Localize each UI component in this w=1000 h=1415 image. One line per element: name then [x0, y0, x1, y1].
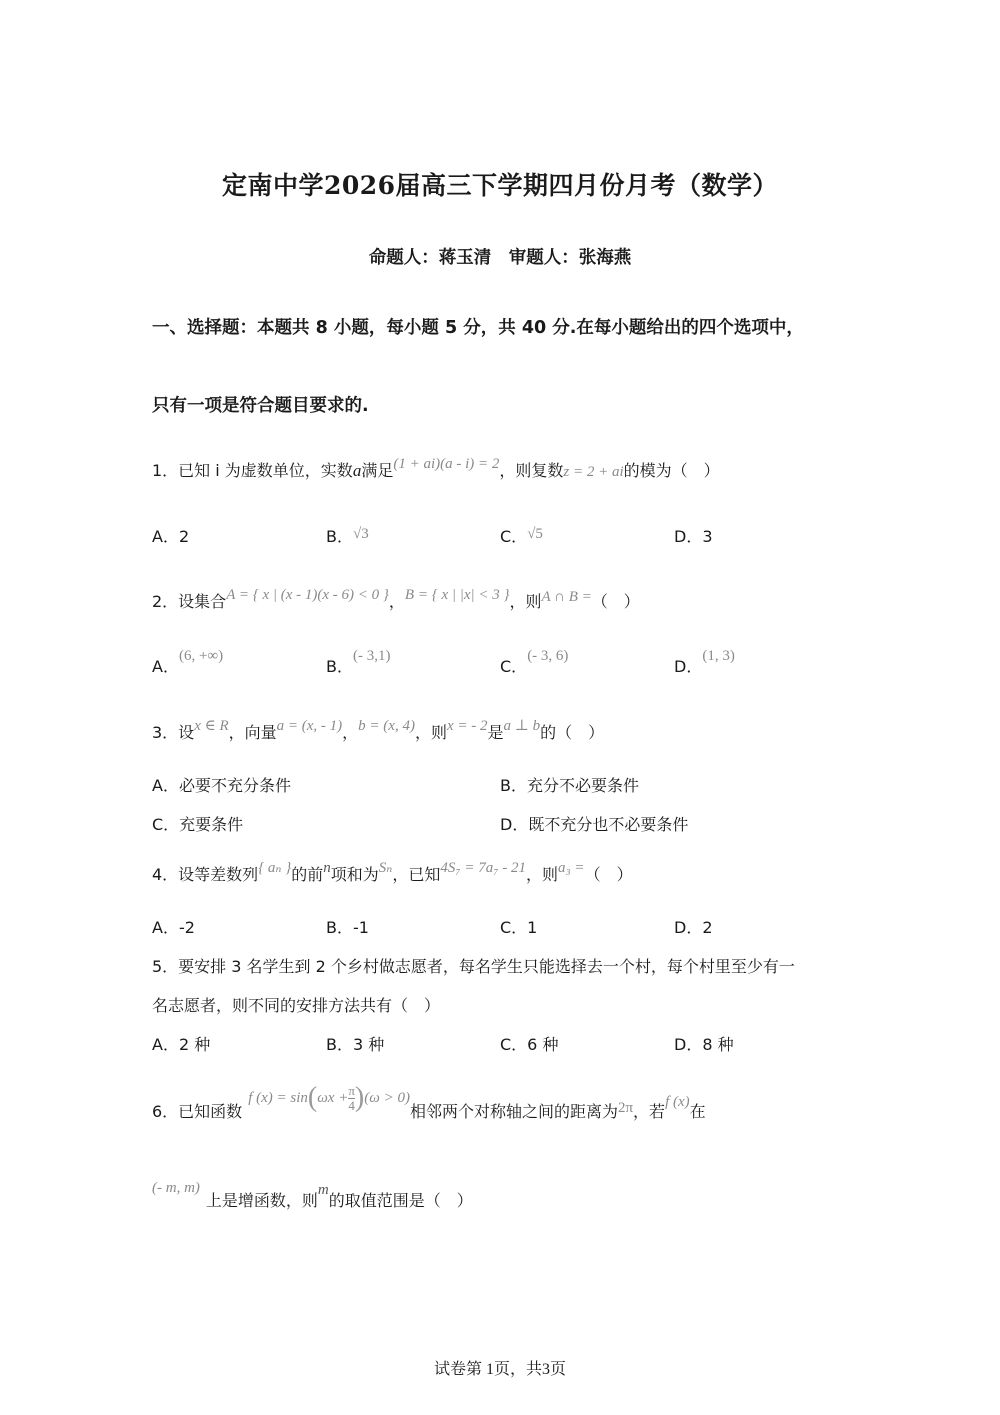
- q1-text-b: 满足: [361, 461, 394, 480]
- q1-option-b-label: B．: [326, 527, 353, 546]
- q6-text-e: 上是增函数，则: [205, 1191, 318, 1210]
- q5-option-d: D．8 种: [674, 1035, 734, 1054]
- q2-text-b: ，: [388, 592, 405, 611]
- q6-text-b: 相邻两个对称轴之间的距离为: [409, 1101, 618, 1121]
- q4-option-a: A．-2: [152, 918, 195, 937]
- q1-equation-2: z = 2 + ai: [563, 464, 624, 480]
- q3-equation-2: a = (x, - 1): [276, 718, 343, 734]
- q4-text-c: 项和为: [330, 865, 379, 884]
- q2-equation-3: A ∩ B =: [541, 589, 592, 605]
- q6-eq-omega: ωx +: [317, 1089, 349, 1106]
- q3-text-f: 的（ ）: [540, 723, 605, 742]
- section-heading-line2: 只有一项是符合题目要求的.: [152, 396, 369, 416]
- q6-equation-3: f (x): [665, 1093, 690, 1110]
- q2-text-d: （ ）: [591, 592, 640, 611]
- q5-option-b: B．3 种: [326, 1035, 385, 1054]
- q4-option-c: C．1: [500, 918, 538, 937]
- q4-text-e: ，则: [525, 865, 558, 884]
- q2-option-b: [326, 648, 391, 677]
- q2-option-c: [500, 648, 569, 677]
- q6-text-f: 的取值范围是（ ）: [328, 1191, 473, 1210]
- page-footer: 试卷第 1页，共3页: [433, 1361, 566, 1378]
- q2-option-b-label: B．: [326, 657, 353, 676]
- q3-text-b: ，向量: [228, 723, 277, 742]
- q6-fraction-num: π: [348, 1082, 355, 1098]
- q4-text-b: 的前: [291, 865, 324, 884]
- q4-equation-5: a₃ =: [557, 860, 585, 876]
- q2-option-d: [674, 648, 735, 677]
- q3-equation-1: x ∈ R: [194, 718, 229, 734]
- q1-option-b: [326, 524, 369, 547]
- q3-equation-5: a ⊥ b: [503, 718, 541, 734]
- question-3: [152, 720, 604, 743]
- q6-equation-4: (- m, m): [152, 1180, 200, 1196]
- q5-option-a: A．2 种: [152, 1035, 211, 1054]
- q6-left-paren: (: [307, 1082, 318, 1113]
- q2-option-b-math: (- 3,1): [352, 648, 391, 664]
- q6-eq-lhs: f (x) = sin: [248, 1089, 308, 1106]
- q6-eq-cond: (ω > 0): [364, 1089, 410, 1106]
- q6-text-c: ，若: [633, 1101, 666, 1121]
- q2-equation-2: B = { x | |x| < 3 }: [404, 587, 510, 603]
- q3-option-d: D．既不充分也不必要条件: [500, 815, 689, 834]
- q4-option-d: D．2: [674, 918, 713, 937]
- q3-option-a: A．必要不充分条件: [152, 776, 291, 795]
- q4-equation-2: n: [323, 860, 331, 876]
- q4-text-a: 4．设等差数列: [152, 865, 259, 884]
- q1-option-a: [152, 524, 189, 547]
- q1-option-b-math: √3: [352, 526, 369, 542]
- section-heading-line1: 一、选择题：本题共 8 小题，每小题 5 分，共 40 分.在每小题给出的四个选项中，: [152, 318, 804, 338]
- q6-equation-5: m: [317, 1182, 329, 1198]
- q3-equation-4: x = - 2: [446, 718, 488, 734]
- q1-text-c: ，则复数: [499, 461, 564, 480]
- q6-equation-2: 2π: [617, 1099, 634, 1116]
- q1-option-c-label: C．: [500, 527, 528, 546]
- q1-option-a-label: A．2: [152, 527, 190, 546]
- q6-right-paren: ): [354, 1082, 365, 1113]
- q1-option-d-label: D．3: [674, 527, 713, 546]
- q1-text-d: 的模为（ ）: [623, 461, 720, 480]
- q1-var: a: [352, 461, 362, 480]
- q2-equation-1: A = { x | (x - 1)(x - 6) < 0 }: [226, 587, 389, 603]
- question-5-line2: 名志愿者，则不同的安排方法共有（ ）: [152, 996, 441, 1015]
- q2-option-a-label: A．: [152, 657, 179, 676]
- q2-option-a-math: (6, +∞): [178, 648, 224, 664]
- q3-equation-3: b = (x, 4): [358, 718, 415, 734]
- q3-text-c: ，: [342, 723, 359, 742]
- q4-text-d: ，已知: [392, 865, 441, 884]
- q2-option-c-math: (- 3, 6): [527, 648, 569, 664]
- q6-function-expression: [248, 1082, 410, 1114]
- exam-title: 定南中学2026届高三下学期四月份月考（数学）: [221, 171, 779, 200]
- q1-option-c: [500, 524, 543, 547]
- q1-option-d: [674, 524, 713, 547]
- q2-text-a: 2．设集合: [152, 592, 227, 611]
- q6-text-a: 6．已知函数: [152, 1101, 243, 1121]
- question-5-line1: 5．要安排 3 名学生到 2 个乡村做志愿者，每名学生只能选择去一个村，每个村里至少有一: [152, 957, 795, 976]
- q4-text-f: （ ）: [584, 865, 633, 884]
- question-2: [152, 589, 640, 612]
- q3-text-e: 是: [487, 723, 504, 742]
- q2-option-c-label: C．: [500, 657, 528, 676]
- q6-fraction: [348, 1084, 355, 1113]
- q4-option-b: B．-1: [326, 918, 369, 937]
- question-1: [152, 458, 720, 481]
- question-6: [152, 1078, 706, 1122]
- q3-option-c: C．充要条件: [152, 815, 244, 834]
- q2-option-d-math: (1, 3): [702, 648, 735, 664]
- q4-equation-1: { aₙ }: [258, 860, 292, 876]
- question-4: [152, 862, 633, 885]
- q1-text-a: 1．已知 i 为虚数单位，实数: [152, 461, 353, 480]
- q6-fraction-den: 4: [348, 1097, 355, 1113]
- q3-option-b: B．充分不必要条件: [500, 776, 639, 795]
- q2-option-d-label: D．: [674, 657, 703, 676]
- q4-equation-4: 4S₇ = 7a₇ - 21: [440, 860, 526, 876]
- question-6-line2: [152, 1180, 473, 1211]
- q2-option-a: [152, 648, 224, 677]
- q3-text-a: 3．设: [152, 723, 195, 742]
- exam-authors: 命题人：蒋玉清 审题人：张海燕: [368, 248, 632, 268]
- q6-text-d: 在: [689, 1101, 706, 1121]
- q3-text-d: ，则: [414, 723, 447, 742]
- q1-option-c-math: √5: [527, 526, 543, 542]
- q2-text-c: ，则: [509, 592, 542, 611]
- q5-option-c: C．6 种: [500, 1035, 559, 1054]
- q4-equation-3: Sₙ: [378, 860, 393, 876]
- q1-equation-1: (1 + ai)(a - i) = 2: [393, 456, 500, 472]
